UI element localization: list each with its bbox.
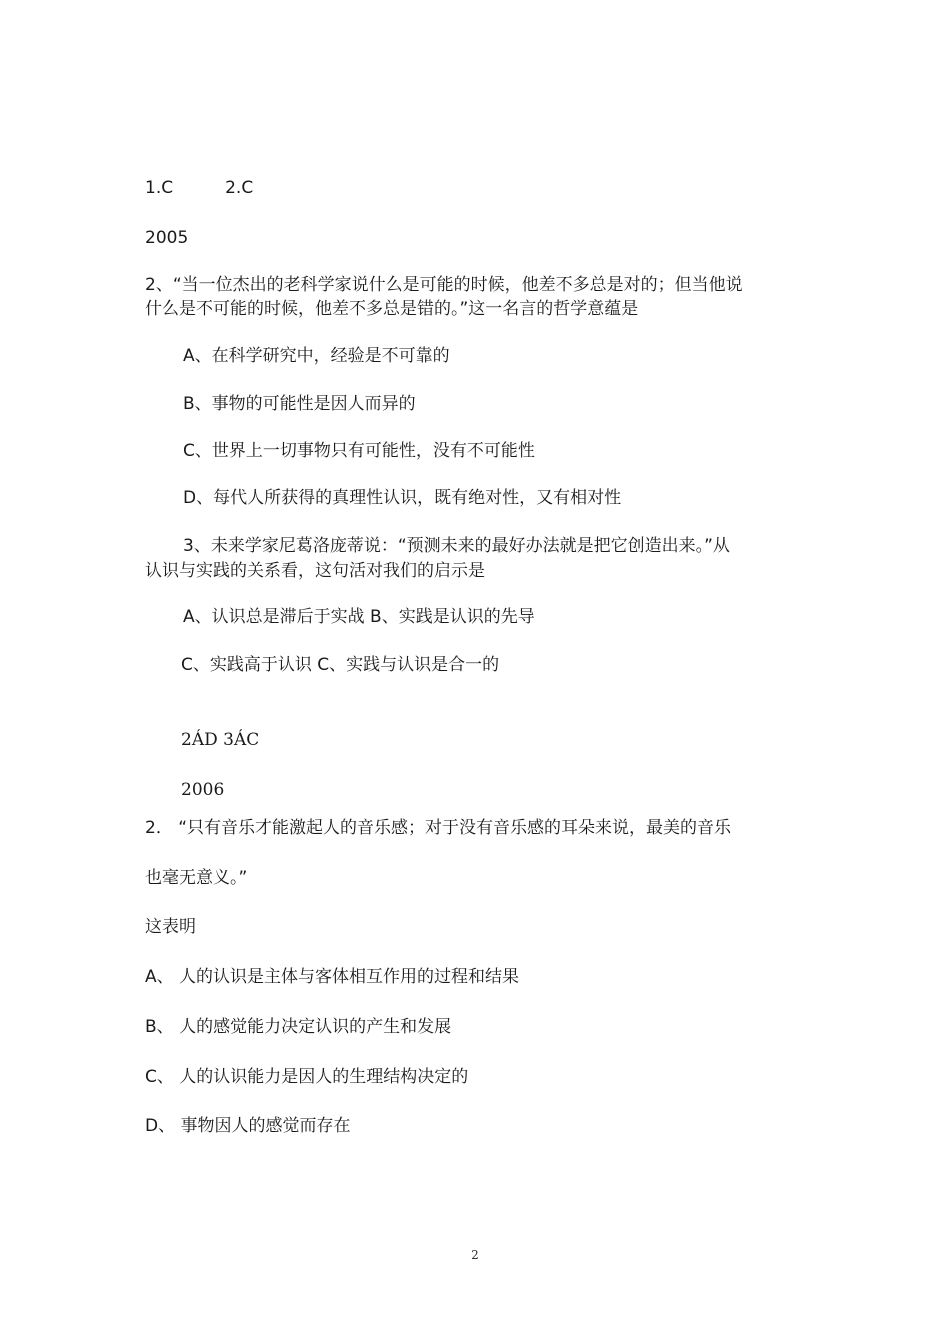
answer-key-1 <box>145 177 253 199</box>
answer-key-2: 2ÁD 3ÁC <box>181 730 260 750</box>
question-2005-3-line-1: 3、未来学家尼葛洛庞蒂说：“预测未来的最好办法就是把它创造出来。”从 <box>183 536 730 556</box>
year-heading-2005: 2005 <box>145 228 189 248</box>
question-2006-2-stem-end: 这表明 <box>145 917 196 937</box>
year-heading-2006: 2006 <box>181 780 225 800</box>
option-2005-2-b: B、事物的可能性是因人而异的 <box>183 394 416 414</box>
option-2005-2-a: A、在科学研究中，经验是不可靠的 <box>183 346 450 366</box>
option-2005-3-ab: A、认识总是滞后于实战 B、实践是认识的先导 <box>183 607 535 627</box>
question-2005-3-line-2: 认识与实践的关系看，这句活对我们的启示是 <box>145 561 485 581</box>
option-2006-2-d: D、 事物因人的感觉而存在 <box>145 1116 351 1136</box>
option-2005-2-d: D、每代人所获得的真理性认识，既有绝对性，又有相对性 <box>183 488 622 508</box>
option-2006-2-a: A、 人的认识是主体与客体相互作用的过程和结果 <box>145 967 520 987</box>
option-2006-2-c: C、 人的认识能力是因人的生理结构决定的 <box>145 1067 469 1087</box>
answer-1: 1.C <box>145 178 174 198</box>
page-number: 2 <box>471 1248 479 1262</box>
answer-2: 2.C <box>225 178 254 198</box>
question-2005-2-line-2: 什么是不可能的时候，他差不多总是错的。”这一名言的哲学意蕴是 <box>145 299 639 319</box>
option-2005-2-c: C、世界上一切事物只有可能性，没有不可能性 <box>183 441 535 461</box>
question-2005-2-line-1: 2、“当一位杰出的老科学家说什么是可能的时候，他差不多总是对的；但当他说 <box>145 275 743 295</box>
option-2005-3-cd: C、实践高于认识 C、实践与认识是合一的 <box>181 655 500 675</box>
question-2006-2-line-1: 2． “只有音乐才能激起人的音乐感；对于没有音乐感的耳朵来说，最美的音乐 <box>145 818 732 838</box>
question-2006-2-line-2: 也毫无意义。” <box>145 868 248 888</box>
option-2006-2-b: B、 人的感觉能力决定认识的产生和发展 <box>145 1017 452 1037</box>
